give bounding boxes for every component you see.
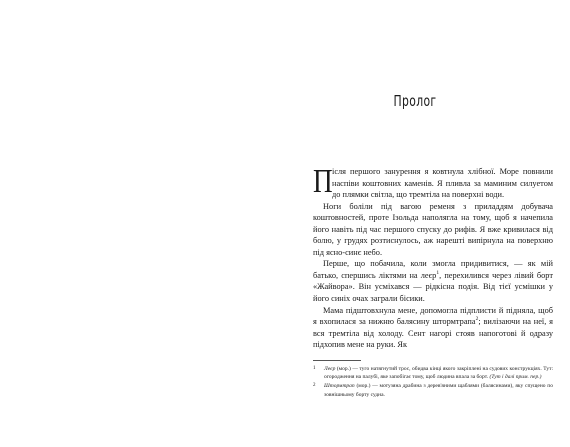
paragraph-3-text-a: Перше, що побачила, коли змогла придивитися, — як мій батько, спершись ліктями на леєр	[313, 259, 553, 280]
paragraph-4-text-b: ; вилізаючи на неї, я вся тремтіла від холоду. Сент нагорі стояв напоготові й одразу підхопив мене на руки. Як	[313, 317, 553, 350]
footnote-term: Леєр	[324, 366, 336, 372]
body-text	[313, 163, 553, 351]
footnote-2	[313, 382, 553, 398]
footnote-ref-1: 1	[436, 270, 440, 277]
chapter-title: Пролог	[393, 92, 437, 110]
footnotes	[313, 365, 553, 400]
paragraph-1-text: ісля першого занурення я ковтнула хлібної. Море повнили наспіви коштовних каменів. Я пливла за маминим силуетом до плямки світла, що тремтіла на поверхні води.	[332, 167, 553, 200]
paragraph-4-text-a: Мама підштовхнула мене, допомогла підплисти й підняла, щоб я вхопилася за нижню балясину штормтрапа	[313, 305, 553, 327]
drop-cap: П	[313, 163, 333, 200]
footnote-text: — туго натягнутий трос, обидва кінці якого закріплені на судових конструкціях. Тут: огородження на палубі, яке запобігає тому, щоб людина впала за борт.	[324, 366, 554, 381]
paragraph-2: Ноги боліли під вагою ременя з приладдям добувача коштовностей, проте Ізольда наполягла на тому, щоб я начепила його навіть під час першого спуску до рифів. Я вже кривилася від болю, у грудях розтиснулось, аж нарешті випірнула на поверхню під ясно-синє небо.	[313, 201, 553, 257]
footnote-text: — мотузяна драбина з дерев'яними щаблями (балясинами), яку спущено по зовнішньому борту судна.	[324, 383, 553, 398]
paragraph-3-text-b: , перехилився через лівий борт «Жайвора». Він усміхався — рідкісна подія. Від тієї усмішки у його синіх очах заграли бісики.	[313, 270, 553, 304]
footnote-1	[313, 365, 553, 381]
footnote-ref-2: 2	[475, 316, 479, 323]
footnote-note: (Тут і далі прим. пер.)	[489, 374, 542, 381]
paragraph-3	[313, 258, 553, 304]
paragraph-1	[313, 163, 553, 201]
footnote-number: 2	[313, 383, 316, 389]
footnote-term: Штормтрап	[324, 383, 355, 390]
footnote-divider	[313, 360, 361, 361]
footnote-mark: (мор.)	[356, 383, 371, 390]
paragraph-4	[313, 305, 553, 351]
footnote-mark: (мор.)	[336, 366, 351, 372]
footnote-number: 1	[313, 366, 316, 371]
